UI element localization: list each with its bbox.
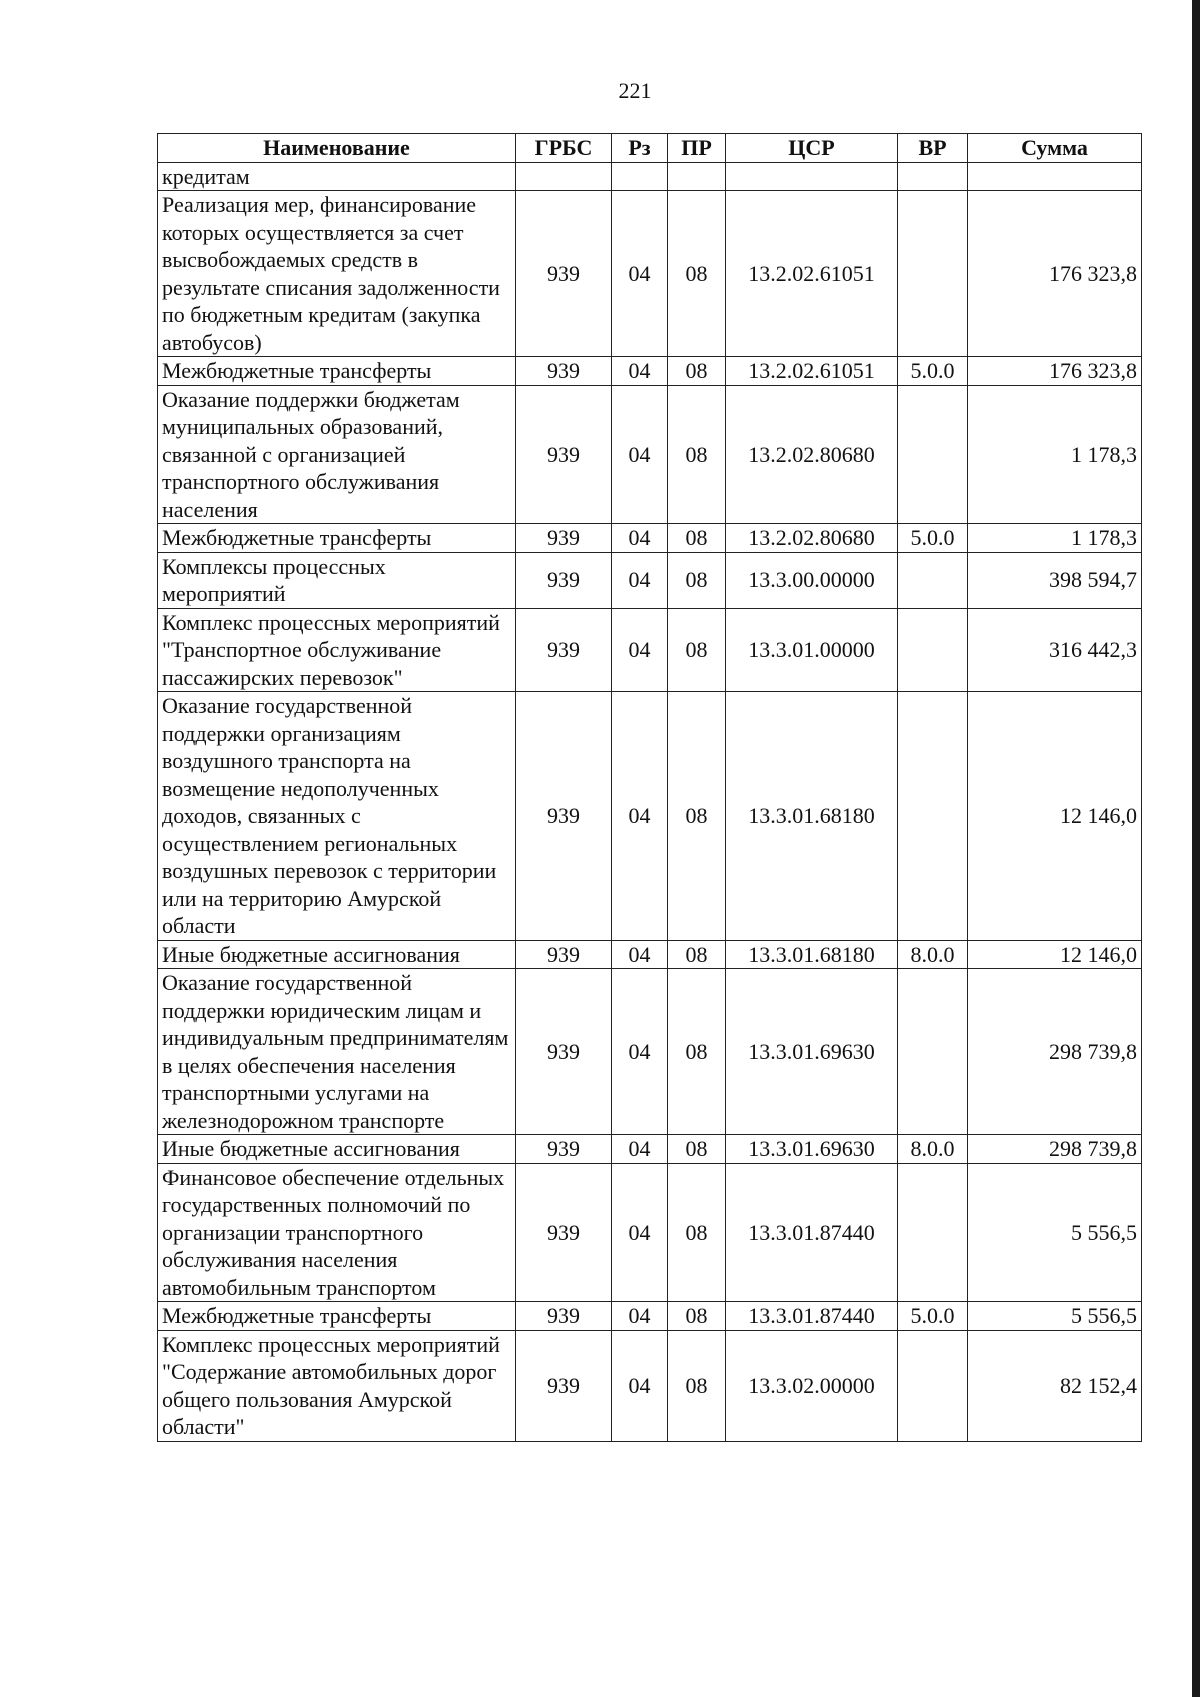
cell-pr: 08 xyxy=(668,1163,726,1302)
cell-vr xyxy=(898,162,968,191)
cell-sum xyxy=(968,162,1142,191)
cell-vr xyxy=(898,1330,968,1441)
cell-sum: 298 739,8 xyxy=(968,1135,1142,1164)
table-row xyxy=(158,1135,1142,1164)
cell-name: Межбюджетные трансферты xyxy=(158,524,516,553)
header-name: Наименование xyxy=(158,134,516,163)
cell-name: кредитам xyxy=(158,162,516,191)
cell-grbs: 939 xyxy=(516,940,612,969)
cell-csr: 13.3.01.87440 xyxy=(726,1302,898,1331)
cell-grbs: 939 xyxy=(516,385,612,524)
cell-vr: 5.0.0 xyxy=(898,1302,968,1331)
cell-csr xyxy=(726,162,898,191)
cell-sum: 1 178,3 xyxy=(968,385,1142,524)
cell-sum: 12 146,0 xyxy=(968,940,1142,969)
header-sum: Сумма xyxy=(968,134,1142,163)
table-row xyxy=(158,608,1142,692)
cell-csr: 13.3.00.00000 xyxy=(726,552,898,608)
cell-rz: 04 xyxy=(612,692,668,941)
cell-csr: 13.2.02.61051 xyxy=(726,357,898,386)
cell-pr: 08 xyxy=(668,1302,726,1331)
cell-csr: 13.3.02.00000 xyxy=(726,1330,898,1441)
cell-csr: 13.3.01.87440 xyxy=(726,1163,898,1302)
cell-name: Комплекс процессных мероприятий "Содержание автомобильных дорог общего пользования Амурской области" xyxy=(158,1330,516,1441)
cell-grbs: 939 xyxy=(516,608,612,692)
table-row xyxy=(158,191,1142,357)
cell-sum: 1 178,3 xyxy=(968,524,1142,553)
cell-name: Иные бюджетные ассигнования xyxy=(158,940,516,969)
cell-csr: 13.3.01.69630 xyxy=(726,969,898,1135)
cell-csr: 13.3.01.00000 xyxy=(726,608,898,692)
table-row xyxy=(158,1330,1142,1441)
cell-pr: 08 xyxy=(668,608,726,692)
cell-name: Финансовое обеспечение отдельных государственных полномочий по организации транспортного обслуживания населения автомобильным транспортом xyxy=(158,1163,516,1302)
cell-csr: 13.2.02.80680 xyxy=(726,524,898,553)
cell-pr: 08 xyxy=(668,191,726,357)
cell-vr xyxy=(898,191,968,357)
table-row xyxy=(158,692,1142,941)
cell-sum: 316 442,3 xyxy=(968,608,1142,692)
cell-sum: 176 323,8 xyxy=(968,191,1142,357)
cell-rz: 04 xyxy=(612,1135,668,1164)
cell-rz: 04 xyxy=(612,969,668,1135)
cell-pr: 08 xyxy=(668,552,726,608)
cell-grbs: 939 xyxy=(516,1163,612,1302)
scan-edge xyxy=(1192,0,1200,1697)
cell-name: Оказание государственной поддержки организациям воздушного транспорта на возмещение недополученных доходов, связанных с осуществлением региональных воздушных перевозок с территории или на территорию Амурской области xyxy=(158,692,516,941)
cell-name: Реализация мер, финансирование которых осуществляется за счет высвобождаемых средств в результате списания задолженности по бюджетным кредитам (закупка автобусов) xyxy=(158,191,516,357)
cell-grbs: 939 xyxy=(516,1135,612,1164)
cell-vr xyxy=(898,969,968,1135)
cell-rz: 04 xyxy=(612,1330,668,1441)
cell-rz: 04 xyxy=(612,1163,668,1302)
table-row xyxy=(158,524,1142,553)
cell-rz: 04 xyxy=(612,385,668,524)
cell-vr: 8.0.0 xyxy=(898,1135,968,1164)
cell-csr: 13.3.01.68180 xyxy=(726,940,898,969)
table-row xyxy=(158,357,1142,386)
cell-pr: 08 xyxy=(668,1330,726,1441)
cell-rz: 04 xyxy=(612,357,668,386)
cell-sum: 298 739,8 xyxy=(968,969,1142,1135)
table-row xyxy=(158,1302,1142,1331)
table-row xyxy=(158,552,1142,608)
cell-pr: 08 xyxy=(668,357,726,386)
cell-pr: 08 xyxy=(668,524,726,553)
cell-vr: 5.0.0 xyxy=(898,524,968,553)
cell-vr xyxy=(898,1163,968,1302)
cell-sum: 12 146,0 xyxy=(968,692,1142,941)
cell-name: Комплекс процессных мероприятий "Транспортное обслуживание пассажирских перевозок" xyxy=(158,608,516,692)
cell-vr xyxy=(898,608,968,692)
cell-name: Оказание государственной поддержки юридическим лицам и индивидуальным предпринимателям в целях обеспечения населения транспортными услугами на железнодорожном транспорте xyxy=(158,969,516,1135)
cell-grbs: 939 xyxy=(516,357,612,386)
header-pr: ПР xyxy=(668,134,726,163)
table-row xyxy=(158,162,1142,191)
cell-rz xyxy=(612,162,668,191)
cell-grbs: 939 xyxy=(516,1330,612,1441)
header-vr: ВР xyxy=(898,134,968,163)
budget-table xyxy=(157,133,1142,1442)
cell-rz: 04 xyxy=(612,940,668,969)
cell-vr xyxy=(898,552,968,608)
cell-vr xyxy=(898,692,968,941)
header-csr: ЦСР xyxy=(726,134,898,163)
cell-sum: 82 152,4 xyxy=(968,1330,1142,1441)
table-row xyxy=(158,385,1142,524)
cell-name: Межбюджетные трансферты xyxy=(158,1302,516,1331)
cell-grbs xyxy=(516,162,612,191)
table-row xyxy=(158,940,1142,969)
cell-csr: 13.2.02.80680 xyxy=(726,385,898,524)
cell-name: Межбюджетные трансферты xyxy=(158,357,516,386)
table-row xyxy=(158,1163,1142,1302)
cell-csr: 13.3.01.69630 xyxy=(726,1135,898,1164)
cell-pr xyxy=(668,162,726,191)
cell-vr xyxy=(898,385,968,524)
table-header-row xyxy=(158,134,1142,163)
cell-vr: 8.0.0 xyxy=(898,940,968,969)
cell-grbs: 939 xyxy=(516,1302,612,1331)
cell-rz: 04 xyxy=(612,191,668,357)
cell-pr: 08 xyxy=(668,1135,726,1164)
cell-grbs: 939 xyxy=(516,524,612,553)
cell-sum: 398 594,7 xyxy=(968,552,1142,608)
cell-rz: 04 xyxy=(612,552,668,608)
cell-grbs: 939 xyxy=(516,191,612,357)
cell-rz: 04 xyxy=(612,608,668,692)
cell-pr: 08 xyxy=(668,940,726,969)
cell-pr: 08 xyxy=(668,385,726,524)
cell-sum: 5 556,5 xyxy=(968,1302,1142,1331)
cell-csr: 13.2.02.61051 xyxy=(726,191,898,357)
cell-pr: 08 xyxy=(668,969,726,1135)
table-row xyxy=(158,969,1142,1135)
cell-name: Оказание поддержки бюджетам муниципальных образований, связанной с организацией транспортного обслуживания населения xyxy=(158,385,516,524)
cell-grbs: 939 xyxy=(516,692,612,941)
cell-sum: 176 323,8 xyxy=(968,357,1142,386)
header-grbs: ГРБС xyxy=(516,134,612,163)
cell-name: Иные бюджетные ассигнования xyxy=(158,1135,516,1164)
cell-grbs: 939 xyxy=(516,552,612,608)
cell-name: Комплексы процессных мероприятий xyxy=(158,552,516,608)
cell-csr: 13.3.01.68180 xyxy=(726,692,898,941)
cell-vr: 5.0.0 xyxy=(898,357,968,386)
page-number: 221 xyxy=(618,78,652,103)
cell-sum: 5 556,5 xyxy=(968,1163,1142,1302)
cell-rz: 04 xyxy=(612,524,668,553)
header-rz: Рз xyxy=(612,134,668,163)
cell-pr: 08 xyxy=(668,692,726,941)
cell-grbs: 939 xyxy=(516,969,612,1135)
cell-rz: 04 xyxy=(612,1302,668,1331)
